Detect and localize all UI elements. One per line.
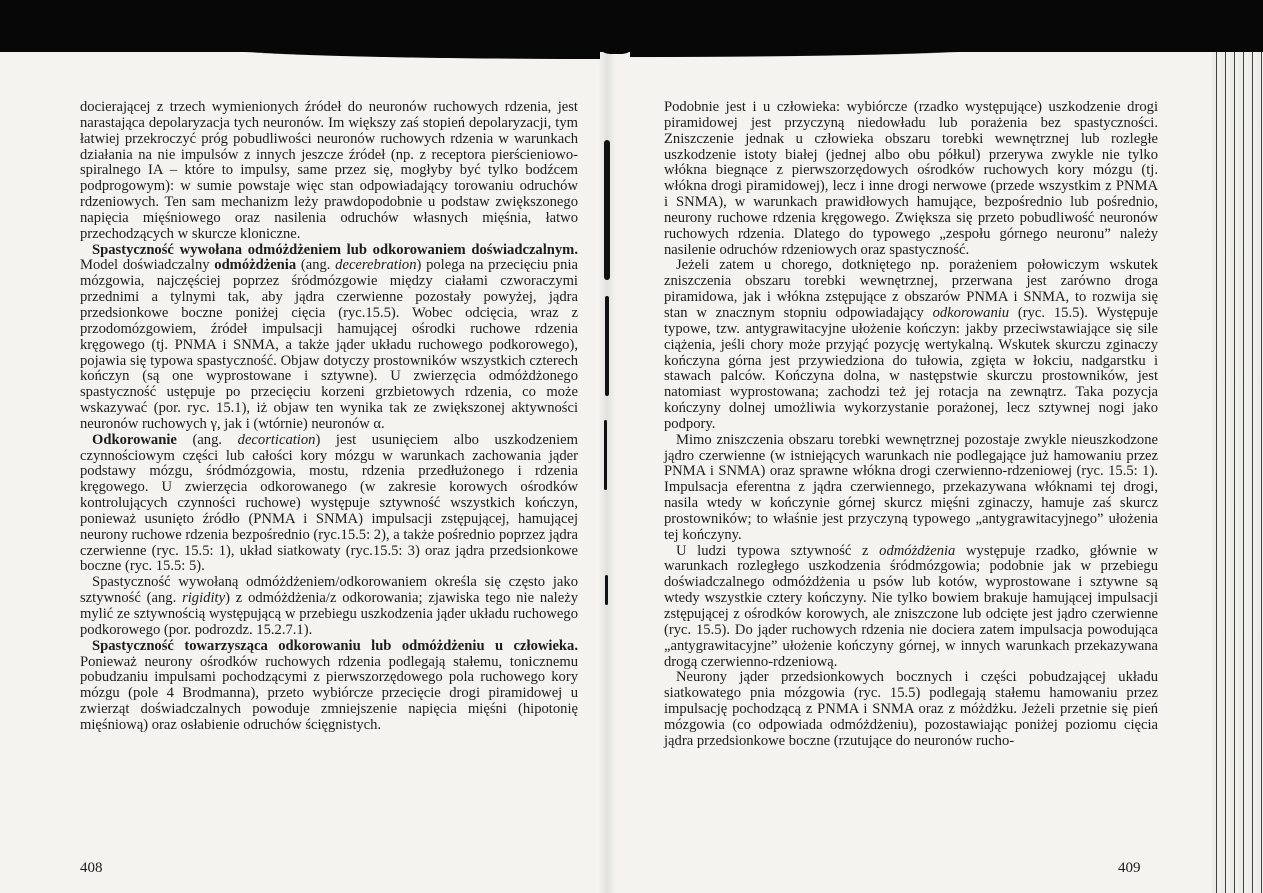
- text-run: (ang.: [176, 431, 238, 448]
- scan-page-curve-right: [630, 48, 1263, 64]
- right-page-number: 409: [1118, 860, 1141, 876]
- bold-text: Spastyczność wywołana odmóżdżeniem lub odkorowaniem doświadczalnym.: [92, 241, 578, 258]
- paragraph: [80, 575, 578, 638]
- italic-text: odkorowaniu: [932, 304, 1010, 321]
- gutter-shadow-mark: [605, 296, 609, 396]
- paragraph: [664, 544, 1158, 671]
- paragraph: [80, 639, 578, 734]
- text-run: ) z odmóżdżenia/z odkorowania; zjawiska tego nie należy mylić ze sztywnością występującą w przebiegu uszkodzenia jąder układu ruchowego podkorowego (por. podrozdz. 15.2.7.1).: [80, 590, 578, 638]
- italic-text: decerebration: [335, 257, 417, 274]
- paragraph: [664, 670, 1158, 749]
- italic-text: odmóżdżenia: [879, 542, 956, 559]
- gutter-shadow-mark: [604, 140, 610, 280]
- left-page-body: [80, 100, 578, 734]
- text-run: Neurony jąder przedsionkowych bocznych i części pobudzającej układu siatkowatego pnia mózgowia (ryc. 15.5) podlegają stałemu hamowaniu przez impulsację pochodzącą z PNMA i SNMA oraz z móżdżku. Jeżeli przetnie się pień mózgowia (co odpowiada odmóżdżeniu), pozostawiając poniżej poziomu cięcia jądra przedsionkowe boczne (rzutujące do neuronów rucho-: [664, 669, 1158, 749]
- text-run: docierającej z trzech wymienionych źródeł do neuronów ruchowych rdzenia, jest narastająca depolaryzacja tych neuronów. Im większy zaś stopień depolaryzacji, tym łatwiej przekroczyć próg pobudliwości neuronów ruchowych rdzenia w warunkach działania na nie impulsów z innych jeszcze źródeł (np. z receptora pierścieniowo-spiralnego IA – które to impulsy, same przez się, mogłyby być tylko bodźcem podprogowym): w sumie powstaje więc stan odpowiadający torowaniu odruchów rdzeniowych. Ten sam mechanizm leży prawdopodobnie u podstaw zwiększonego napięcia mięśniowego oraz nasilenia odruchów własnych mięśnia, łatwo przechodzących w skurcze kloniczne.: [80, 99, 578, 242]
- paragraph: [80, 433, 578, 576]
- page-stack-edges: [1212, 52, 1263, 893]
- paragraph: [80, 243, 578, 433]
- text-run: (ryc. 15.5). Występuje typowe, tzw. antygrawitacyjne ułożenie kończyn: jakby przeciwstawiające się sile ciążenia, jeśli chory może przyjąć pozycję wertykalną. Wskutek skurczu zginaczy kończyna górna jest przywiedziona do tułowia, zgięta w łokciu, nadgarstku i stawach palców. Kończyna dolna, w następstwie skurczu prostowników, jest natomiast wyprostowana; zachodzi też jej rotacja na zewnątrz. Taka pozycja kończyny dolnej umożliwia wykorzystanie porażonej, lecz sztywnej nogi jako podpory.: [664, 304, 1159, 432]
- bold-text: Odkorowanie: [92, 431, 177, 448]
- gutter-shadow-mark: [605, 575, 608, 605]
- text-run: występuje rzadko, głównie w warunkach rozległego uszkodzenia śródmózgowia; podobnie jak w przebiegu doświadczalnego odmóżdżenia u psów lub kotów, wyprostowane i sztywne są wtedy wszystkie cztery kończyny. Nie tylko bowiem brakuje hamującej impulsacji zstępującej z ośrodków korowych, ale zniszczone lub odcięte jest jądro czerwienne (ryc. 15.5). Do jąder ruchowych rdzenia nie dociera zatem impulsacja powodująca „antygrawitacyjne” ułożenie kończyny górnej, w innych warunkach przekazywana drogą czerwienno-rdzeniową.: [664, 542, 1158, 670]
- paragraph: [664, 433, 1158, 544]
- scan-page-curve-left: [0, 48, 600, 64]
- paragraph: [80, 100, 578, 243]
- text-run: Podobnie jest i u człowieka: wybiórcze (rzadko występujące) uszkodzenie drogi piramidowej jest przyczyną niedowładu lub porażenia bez spastyczności. Zniszczenie jednak u człowieka obszaru torebki wewnętrznej lub rozległe uszkodzenie istoty białej (jednej albo obu półkul) przerywa zwykle nie tylko włókna biegnące z pierwszorzędowych ośrodków ruchowych kory mózgu (tj. włókna drogi piramidowej), lecz i inne drogi nerwowe (przede wszystkim z PNMA i SNMA), w warunkach prawidłowych hamujące, bezpośrednio lub pośrednio, neurony ruchowe rdzenia kręgowego. Zwiększa się przeto pobudliwość neuronów ruchowych rdzenia. Dlatego do typowego „zespołu górnego neuronu” należy nasilenie odruchów rdzeniowych oraz spastyczność.: [664, 99, 1158, 258]
- left-page-number: 408: [80, 860, 103, 876]
- text-run: ) polega na przecięciu pnia mózgowia, najczęściej poprzez śródmózgowie między ciałami czworaczymi przednimi a tylnymi tak, aby jądra czerwienne pozostały powyżej, jądra przedsionkowe boczne poniżej cięcia (ryc.15.5). Wobec odcięcia, wraz z przodomózgowiem, źródeł impulsacji hamującej ośrodki ruchowe rdzenia kręgowego (tj. PNMA i SNMA, a także jąder układu ruchowego podkorowego), pojawia się typowa spastyczność. Objaw dotyczy prostowników wszystkich czterech kończyn (są one wyprostowane i sztywne). U zwierzęcia odmóżdżonego spastyczność ustępuje po przecięciu korzeni grzbietowych rdzenia, co może wskazywać (por. ryc. 15.1), iż objaw ten wynika tak ze zwiększonej aktywności neuronów ruchowych γ, jak i (wtórnie) neuronów α.: [80, 257, 578, 432]
- text-run: ) jest usunięciem albo uszkodzeniem czynnościowym części lub całości kory mózgu w warunkach zachowania jąder podstawy mózgu, śródmózgowia, mostu, rdzenia przedłużonego i rdzenia kręgowego. U zwierzęcia odkorowanego (w zakresie korowych ośrodków kontrolujących czynności ruchowe) występuje sztywność wszystkich kończyn, ponieważ usunięto źródło (PNMA i SNMA) impulsacji zstępującej, hamującej neurony ruchowe rdzenia bezpośrednio (ryc.15.5: 2), a także pośrednio poprzez jądra czerwienne (ryc. 15.5: 1), układ siatkowaty (ryc.15.5: 3) oraz jądra przedsionkowe boczne (ryc. 15.5: 5).: [80, 431, 579, 575]
- bold-text: Spastyczność towarzysząca odkorowaniu lub odmóżdżeniu u człowieka.: [92, 637, 578, 654]
- italic-text: rigidity: [182, 590, 226, 607]
- paragraph: [664, 100, 1158, 258]
- text-run: Ponieważ neurony ośrodków ruchowych rdzenia podlegają stałemu, tonicznemu pobudzaniu impulsami pochodzącymi z pierwszorzędowego pola ruchowego kory mózgu (pole 4 Brodmanna), przeto wybiórcze przecięcie drogi piramidowej u zwierząt doświadczalnych powoduje zmniejszenie napięcia mięśni (hipotonię mięśniową) oraz osłabienie odruchów ścięgnistych.: [80, 653, 578, 733]
- text-run: (ang.: [296, 257, 336, 274]
- italic-text: decortication: [237, 431, 316, 448]
- text-run: Jeżeli zatem u chorego, dotkniętego np. porażeniem połowiczym wskutek zniszczenia obszaru torebki wewnętrznej, przerwana jest zarówno droga piramidowa, jak i włókna zstępujące z obszarów PNMA i SNMA, to rozwija się stan w znacznym stopniu odpowiadający: [664, 257, 1158, 321]
- text-run: Mimo zniszczenia obszaru torebki wewnętrznej pozostaje zwykle nieuszkodzone jądro czerwienne (w istniejących warunkach nie podlegające już hamowaniu przez PNMA i SNMA) oraz sprawne włókna drogi czerwienno-rdzeniowej (ryc. 15.5: 1). Impulsacja eferentna z jądra czerwiennego, przekazywana włóknami tej drogi, nasila wtedy w kończynie górnej skurcz mięśni zginaczy, hamuje zaś skurcz prostowników; to właśnie jest przyczyną typowego „antygrawitacyjnego” ułożenia tej kończyny.: [664, 431, 1158, 543]
- right-page-body: [664, 100, 1158, 750]
- text-run: U ludzi typowa sztywność z: [676, 542, 880, 559]
- text-run: Spastyczność wywołaną odmóżdżeniem/odkorowaniem określa się często jako sztywność (ang.: [80, 574, 578, 607]
- bold-text: odmóżdżenia: [214, 257, 297, 274]
- paragraph: [664, 258, 1158, 432]
- text-run: Model doświadczalny: [80, 257, 215, 274]
- gutter-shadow-mark: [604, 420, 607, 490]
